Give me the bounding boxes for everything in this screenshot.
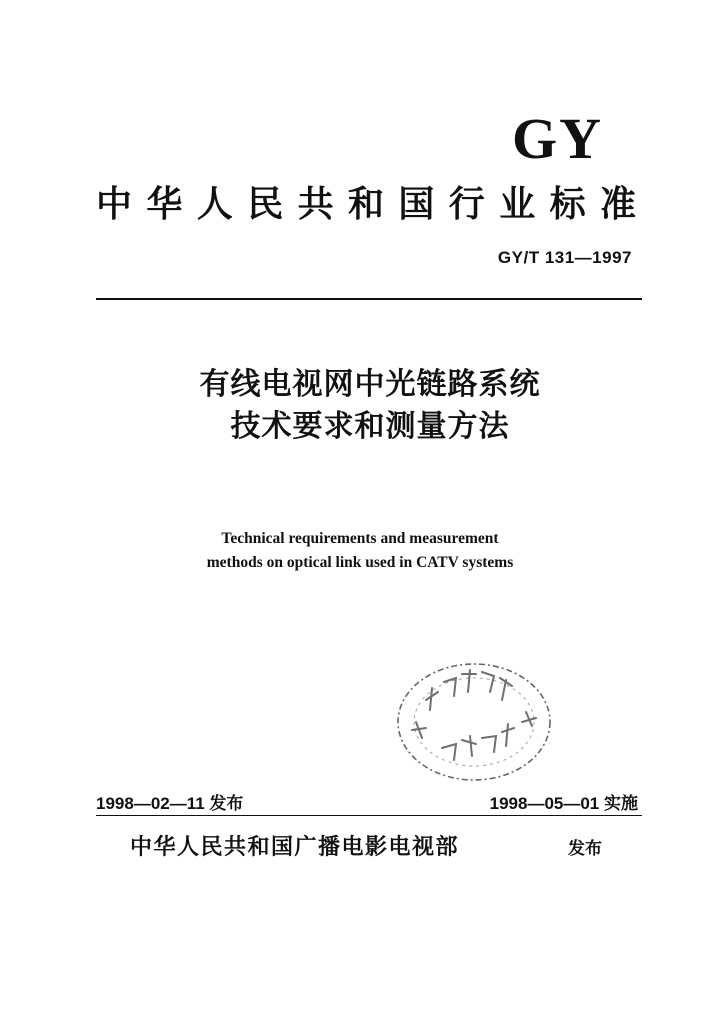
- issuing-authority: 中华人民共和国广播电影电视部: [130, 834, 460, 860]
- chinese-title-line2: 技术要求和测量方法: [230, 409, 510, 444]
- official-seal-stamp: [386, 652, 562, 792]
- effective-date: 1998—05—01 实施: [489, 794, 638, 813]
- chinese-title-line1: 有线电视网中光链路系统: [199, 367, 541, 402]
- top-divider: [96, 298, 642, 300]
- gy-logo: GY: [512, 106, 603, 171]
- chinese-title: [150, 364, 590, 448]
- issued-label: 发布: [568, 839, 602, 859]
- english-title-line1: Technical requirements and measurement: [221, 530, 499, 547]
- issue-date: 1998—02—11 发布: [96, 794, 244, 813]
- english-title-line2: methods on optical link used in CATV systems: [206, 554, 514, 571]
- standard-number: GY/T 131—1997: [497, 248, 632, 267]
- standard-category: 中华人民共和国行业标准: [96, 183, 636, 225]
- english-title: [150, 527, 570, 575]
- bottom-divider: [96, 815, 642, 816]
